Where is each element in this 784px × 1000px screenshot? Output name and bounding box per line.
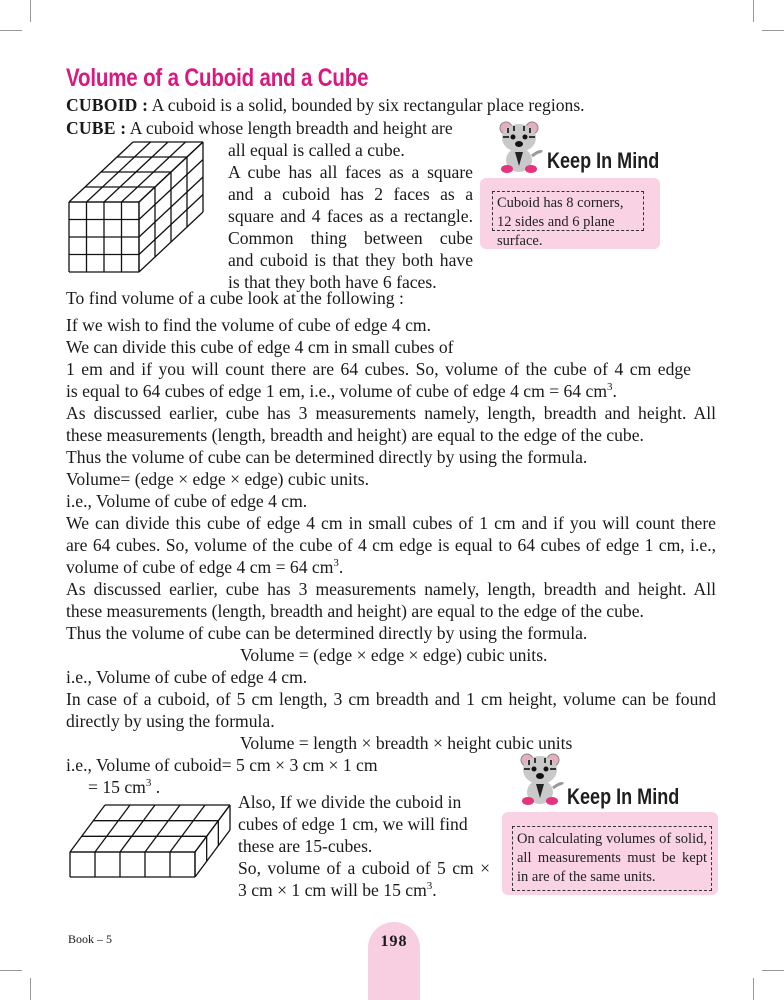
crop-mark [0, 30, 22, 31]
text-line: 3 cm × 1 cm will be 15 $cm^3$. [238, 880, 437, 900]
result-line: = 15 $cm^3$ . [88, 777, 161, 797]
keep-in-mind-title: Keep In Mind [567, 784, 680, 809]
text-line: i.e., Volume of cuboid= 5 cm × 3 cm × 1 cm [66, 755, 378, 775]
cuboid-grid-figure [66, 798, 241, 883]
text-line: all equal is called a cube. [228, 140, 405, 160]
text-line: these measurements (length, breadth and height) are equal to the edge of the cube. [66, 425, 644, 445]
text-line: square and 4 faces as a rectangle. [228, 206, 473, 226]
tiger-mascot-icon [515, 752, 565, 807]
text-line: Common thing between cube [228, 228, 473, 248]
text-line: these are 15-cubes. [238, 836, 373, 856]
text-line: Thus the volume of cube can be determined directly by using the formula. [66, 623, 588, 643]
text-line: is equal to 64 cubes of edge 1 em, i.e., volume of cube of edge 4 cm = 64 $cm^3$. [66, 381, 617, 401]
crop-mark [30, 0, 31, 22]
text-line: We can divide this cube of edge 4 cm in small cubes of [66, 337, 454, 357]
keep-in-mind-box [502, 812, 718, 895]
text-line: is that they both have 6 faces. [228, 272, 437, 292]
page-title: Volume of a Cuboid and a Cube [66, 64, 369, 92]
text-line: As discussed earlier, cube has 3 measurements namely, length, breadth and height. All [66, 403, 716, 423]
tiger-mascot-icon [494, 120, 544, 175]
keep-in-mind-note: Cuboid has 8 corners, 12 sides and 6 plane surface. [492, 191, 644, 231]
text-line: If we wish to find the volume of cube of edge 4 cm. [66, 315, 431, 335]
text-line: i.e., Volume of cube of edge 4 cm. [66, 667, 308, 687]
text-line: Volume= (edge × edge × edge) cubic units. [66, 469, 370, 489]
cuboid-definition-text: A cuboid is a solid, bounded by six rectangular place regions. [148, 95, 585, 115]
body-text [66, 314, 716, 798]
crop-mark [30, 978, 31, 1000]
text-line: Thus the volume of cube can be determined directly by using the formula. [66, 447, 588, 467]
cube-term: CUBE : [66, 118, 127, 138]
cube-definition-text: A cuboid whose length breadth and height are [126, 118, 453, 138]
keep-in-mind-title: Keep In Mind [547, 148, 660, 173]
crop-mark [762, 30, 784, 31]
text-line: Also, If we divide the cuboid in [238, 792, 462, 812]
crop-mark [753, 0, 754, 22]
text-line: As discussed earlier, cube has 3 measurements namely, length, breadth and height. All [66, 579, 716, 599]
page-number: 198 [380, 933, 408, 950]
cube-description [228, 139, 473, 293]
cuboid-term: CUBOID : [66, 95, 149, 115]
crop-mark [753, 978, 754, 1000]
cuboid-description [238, 791, 490, 901]
cube-grid-figure [60, 130, 220, 280]
text-line: and a cuboid has 2 faces as a [228, 184, 473, 204]
keep-in-mind-box [480, 178, 660, 249]
text-line: and cuboid is that they both have [228, 250, 473, 270]
text-line: i.e., Volume of cube of edge 4 cm. [66, 491, 308, 511]
crop-mark [762, 970, 784, 971]
keep-in-mind-note: On calculating volumes of solid, all measurements must be kept in are of the same units. [512, 826, 712, 891]
formula-line: Volume = length × breadth × height cubic units [240, 733, 573, 753]
cuboid-definition [66, 94, 585, 116]
text-line: So, volume of a cuboid of 5 cm × [238, 858, 490, 878]
text-line: these measurements (length, breadth and height) are equal to the edge of the cube. [66, 601, 644, 621]
text-line: directly by using the formula. [66, 711, 275, 731]
text-line: In case of a cuboid, of 5 cm length, 3 cm breadth and 1 cm height, volume can be found [66, 689, 716, 709]
crop-mark [0, 970, 22, 971]
text-line: We can divide this cube of edge 4 cm in small cubes of 1 cm and if you will count there [66, 513, 716, 533]
text-line: 1 em and if you will count there are 64 cubes. So, volume of the cube of 4 cm edge [66, 359, 691, 379]
text-line: cubes of edge 1 cm, we will find [238, 814, 468, 834]
book-label: Book – 5 [68, 932, 113, 946]
text-line: volume of cube of edge 4 cm = 64 $cm^3$. [66, 557, 344, 577]
intro-line: To find volume of a cube look at the following : [66, 288, 404, 308]
formula-line: Volume = (edge × edge × edge) cubic units. [240, 645, 548, 665]
text-line: A cube has all faces as a square [228, 162, 473, 182]
text-line: are 64 cubes. So, volume of the cube of 4 cm edge is equal to 64 cubes of edge 1 cm, i.e., [66, 535, 716, 555]
